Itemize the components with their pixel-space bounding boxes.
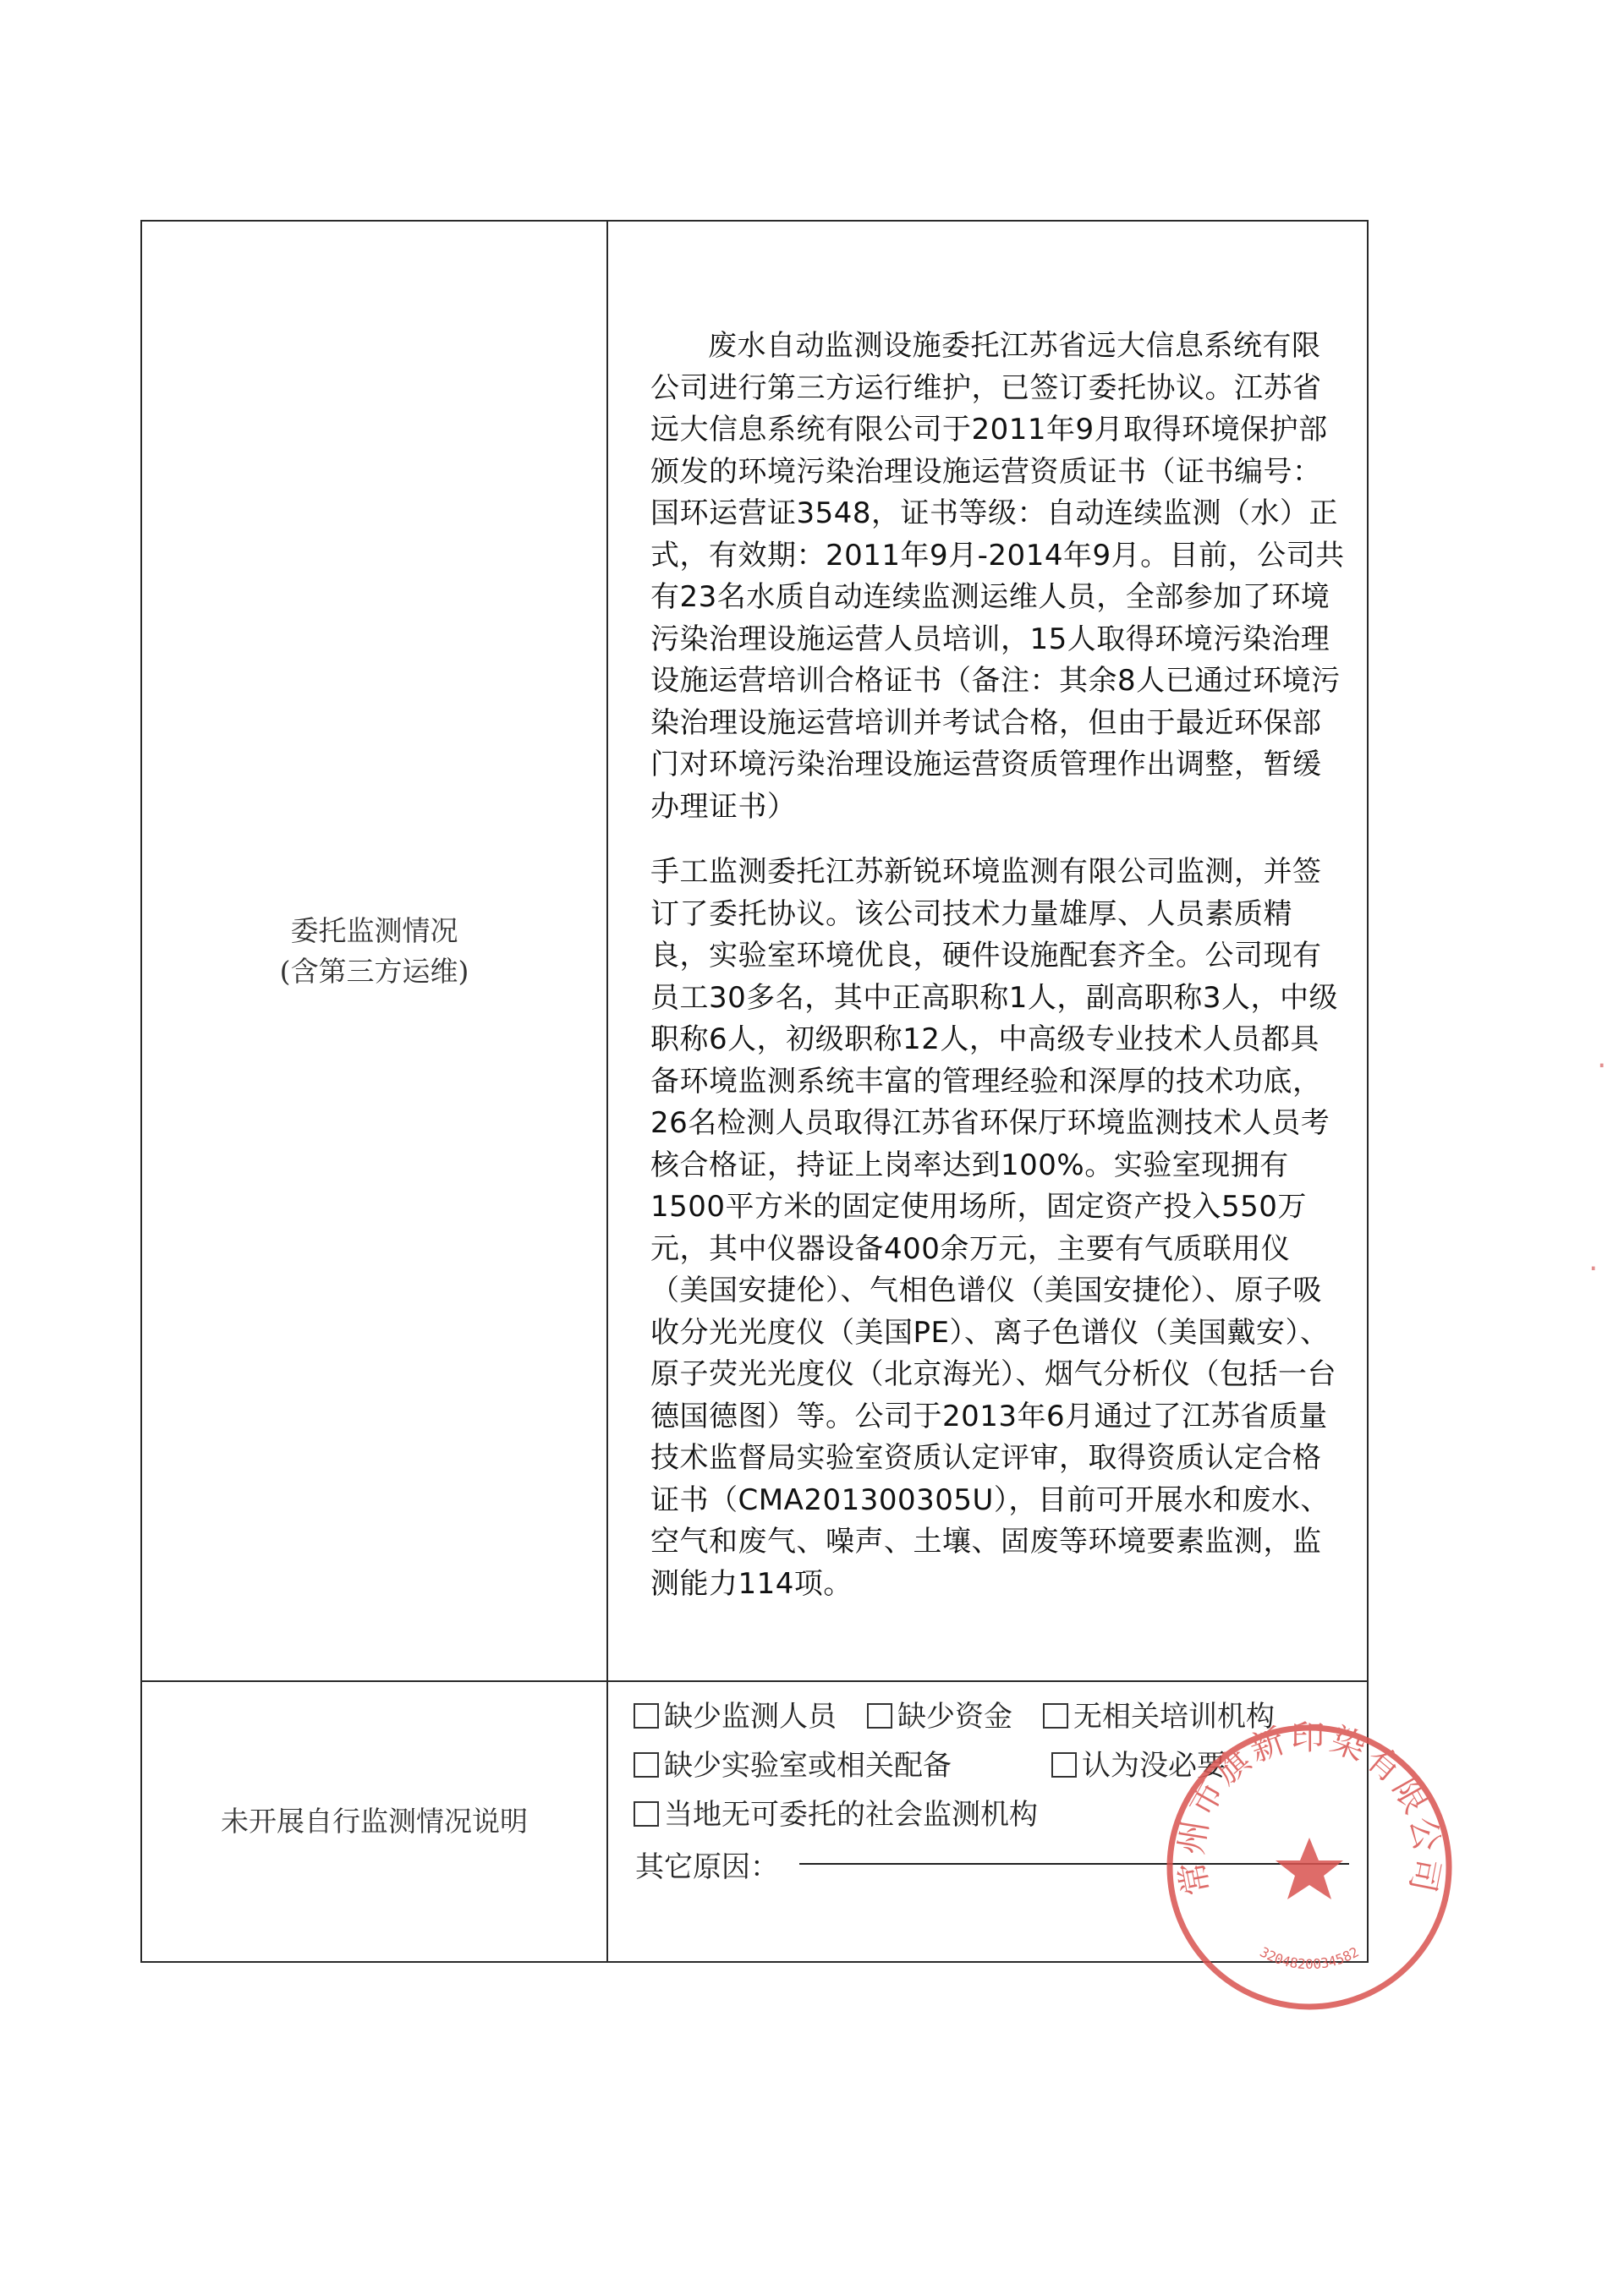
option-lack-funds[interactable]: [867, 1692, 1012, 1741]
option-label: 缺少资金: [897, 1700, 1012, 1734]
seal-text: 常州市旗新印染有限公司: [1171, 1718, 1447, 1899]
option-label: 认为没必要: [1082, 1749, 1226, 1783]
label-line-2: (含第三方运维): [279, 954, 469, 988]
entrusted-monitoring-label: [141, 221, 607, 1681]
checkbox-icon[interactable]: [867, 1703, 892, 1729]
option-no-agency[interactable]: [634, 1790, 1038, 1839]
seal-star-icon: [1276, 1838, 1343, 1899]
paragraph-manual-monitoring-part1: 手工监测委托江苏新锐环境监测有限公司监测，并签订了委托协议。该公司技术力量雄厚、人员素质精良，实验室环境优良，硬件设施配套齐全。公司现有员工30多名，其中正高职称1人，副高职称3人，中级职称6人，初级职称12人，中高级专业技术人员都具备环境监测系统丰富的管理经验和深厚的技术功底，: [650, 855, 1339, 1099]
option-label: 无相关培训机构: [1073, 1700, 1275, 1734]
option-lack-staff[interactable]: [634, 1692, 837, 1741]
option-label: 缺少实验室或相关配备: [664, 1749, 952, 1783]
option-label: 当地无可委托的社会监测机构: [664, 1798, 1038, 1832]
seal-code: 3204820034582: [1257, 1943, 1362, 1973]
entrusted-monitoring-row: [141, 221, 1368, 1681]
company-seal-icon: [1157, 1715, 1462, 2019]
paragraph-wastewater-auto-monitoring: 废水自动监测设施委托江苏省远大信息系统有限公司进行第三方运行维护，已签订委托协议。江苏省远大信息系统有限公司于2011年9月取得环境保护部颁发的环境污染治理设施运营资质证书（证书编号：国环运营证3548，证书等级：自动连续监测（水）正式，有效期：2011年9月-2014年9月。目前，公司共有23名水质自动连续监测运维人员，全部参加了环境污染治理设施运营人员培训，15人取得环境污染治理设施运营培训合格证书（备注：其余8人已通过环境污染治理设施运营培训并考试合格，但由于最近环保部门对环境污染治理设施运营资质管理作出调整，暂缓办理证书）: [650, 329, 1345, 824]
checkbox-icon[interactable]: [1051, 1752, 1077, 1778]
checkbox-icon[interactable]: [634, 1752, 659, 1778]
paragraph-manual-monitoring: [650, 852, 1345, 1605]
paragraph-manual-monitoring-part2: 26名检测人员取得江苏省环保厅环境监测技术人员考核合格证，持证上岗率达到100%。实验室现拥有1500平方米的固定使用场所，固定资产投入550万元，其中仪器设备400余万元，主要有气质联用仪（美国安捷伦）、气相色谱仪（美国安捷伦）、原子吸收分光光度仪（美国PE）、离子色谱仪（美国戴安）、原子荧光光度仪（北京海光）、烟气分析仪（包括一台德国德图）等。公司于2013年6月通过了江苏省质量技术监督局实验室资质认定评审，取得资质认定合格证书（CMA201300305U），目前可开展水和废水、空气和废气、噪声、土壤、固废等环境要素监测，监测能力114项。: [650, 1106, 1336, 1601]
option-lack-lab[interactable]: [634, 1741, 952, 1790]
entrusted-monitoring-content: [607, 221, 1368, 1681]
checkbox-icon[interactable]: [634, 1801, 659, 1827]
checkbox-icon[interactable]: [634, 1703, 659, 1729]
other-reason-label: 其它原因：: [635, 1850, 779, 1884]
option-label: 缺少监测人员: [664, 1700, 837, 1734]
monitoring-form-table: [140, 220, 1369, 1963]
scan-edge-mark: ·: [1588, 1252, 1599, 1286]
checkbox-icon[interactable]: [1043, 1703, 1068, 1729]
scan-edge-mark: ·: [1597, 1049, 1607, 1083]
label-line-1: 委托监测情况: [290, 913, 458, 947]
self-monitoring-label: 未开展自行监测情况说明: [141, 1681, 607, 1962]
